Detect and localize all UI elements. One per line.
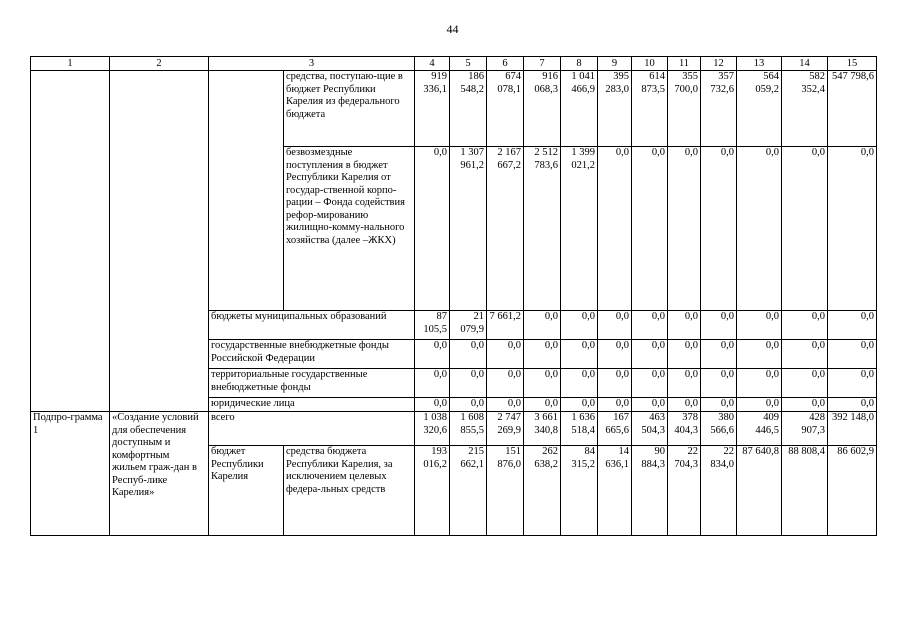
value-cell: 0,0 (450, 340, 487, 369)
value-cell: 0,0 (737, 398, 782, 412)
value-cell: 0,0 (737, 340, 782, 369)
value-cell: 0,0 (487, 369, 524, 398)
row-label: юридические лица (209, 398, 415, 412)
value-cell: 21 079,9 (450, 311, 487, 340)
value-cell: 3 661 340,8 (524, 412, 561, 446)
value-cell: 0,0 (782, 340, 828, 369)
value-cell: 378 404,3 (668, 412, 701, 446)
value-cell: 0,0 (415, 147, 450, 311)
value-cell: 2 747 269,9 (487, 412, 524, 446)
header-cell: 9 (598, 57, 632, 71)
header-cell: 5 (450, 57, 487, 71)
value-cell: 0,0 (598, 147, 632, 311)
value-cell: 186 548,2 (450, 71, 487, 147)
value-cell: 0,0 (668, 147, 701, 311)
value-cell: 674 078,1 (487, 71, 524, 147)
table-row (31, 412, 877, 446)
value-cell: 0,0 (737, 147, 782, 311)
value-cell: 0,0 (668, 369, 701, 398)
value-cell: 380 566,6 (701, 412, 737, 446)
value-cell: 0,0 (561, 340, 598, 369)
row-label: территориальные государственные внебюджетные фонды (209, 369, 415, 398)
table-row (31, 71, 877, 147)
value-cell: 2 167 667,2 (487, 147, 524, 311)
value-cell: 0,0 (598, 340, 632, 369)
header-cell: 3 (209, 57, 415, 71)
value-cell: 0,0 (487, 398, 524, 412)
row-label: бюджеты муниципальных образований (209, 311, 415, 340)
empty-cell (110, 71, 209, 412)
value-cell: 1 399 021,2 (561, 147, 598, 311)
value-cell: 0,0 (782, 398, 828, 412)
value-cell: 90 884,3 (632, 446, 668, 536)
row-label: государственные внебюджетные фонды Российской Федерации (209, 340, 415, 369)
value-cell: 22 834,0 (701, 446, 737, 536)
value-cell: 87 640,8 (737, 446, 782, 536)
value-cell: 0,0 (632, 369, 668, 398)
value-cell: 0,0 (668, 311, 701, 340)
value-cell: 0,0 (561, 311, 598, 340)
subprogram-title: «Создание условий для обеспечения доступным и комфортным жильем граж-дан в Респуб-лике Карелия» (110, 412, 209, 536)
value-cell: 547 798,6 (828, 71, 877, 147)
value-cell: 0,0 (415, 369, 450, 398)
value-cell: 0,0 (828, 147, 877, 311)
value-cell: 0,0 (701, 369, 737, 398)
value-cell: 87 105,5 (415, 311, 450, 340)
row-label: средства, поступаю-щие в бюджет Республики Карелия из федерального бюджета (284, 71, 415, 147)
value-cell: 0,0 (561, 398, 598, 412)
header-cell: 12 (701, 57, 737, 71)
value-cell: 0,0 (561, 369, 598, 398)
value-cell: 0,0 (524, 398, 561, 412)
value-cell: 84 315,2 (561, 446, 598, 536)
value-cell: 0,0 (632, 340, 668, 369)
value-cell: 0,0 (782, 147, 828, 311)
value-cell: 564 059,2 (737, 71, 782, 147)
value-cell: 88 808,4 (782, 446, 828, 536)
value-cell: 0,0 (828, 369, 877, 398)
header-cell: 11 (668, 57, 701, 71)
value-cell: 0,0 (450, 398, 487, 412)
page-number: 44 (446, 22, 459, 36)
subprogram-number: Подпро-грамма 1 (31, 412, 110, 536)
value-cell: 86 602,9 (828, 446, 877, 536)
header-cell: 15 (828, 57, 877, 71)
header-cell: 1 (31, 57, 110, 71)
value-cell: 916 068,3 (524, 71, 561, 147)
empty-cell (209, 71, 284, 311)
value-cell: 357 732,6 (701, 71, 737, 147)
value-cell: 0,0 (737, 311, 782, 340)
value-cell: 395 283,0 (598, 71, 632, 147)
value-cell: 0,0 (701, 340, 737, 369)
value-cell: 582 352,4 (782, 71, 828, 147)
row-label: всего (209, 412, 415, 446)
value-cell: 193 016,2 (415, 446, 450, 536)
value-cell: 167 665,6 (598, 412, 632, 446)
value-cell: 0,0 (632, 147, 668, 311)
value-cell: 428 907,3 (782, 412, 828, 446)
header-cell: 6 (487, 57, 524, 71)
value-cell: 0,0 (701, 147, 737, 311)
header-row (31, 57, 877, 71)
value-cell: 0,0 (701, 311, 737, 340)
value-cell: 0,0 (828, 398, 877, 412)
value-cell: 392 148,0 (828, 412, 877, 446)
header-cell: 7 (524, 57, 561, 71)
value-cell: 614 873,5 (632, 71, 668, 147)
value-cell: 355 700,0 (668, 71, 701, 147)
value-cell: 1 636 518,4 (561, 412, 598, 446)
value-cell: 0,0 (782, 369, 828, 398)
value-cell: 0,0 (632, 311, 668, 340)
row-label: безвозмездные поступления в бюджет Республики Карелия от государ-ственной корпо-рации – Фонда содействия рефор-мированию жилищно-комму-нального хозяйства (далее –ЖКХ) (284, 147, 415, 311)
value-cell: 215 662,1 (450, 446, 487, 536)
value-cell: 463 504,3 (632, 412, 668, 446)
value-cell: 0,0 (487, 340, 524, 369)
value-cell: 0,0 (828, 340, 877, 369)
value-cell: 0,0 (782, 311, 828, 340)
value-cell: 0,0 (668, 398, 701, 412)
header-cell: 13 (737, 57, 782, 71)
value-cell: 151 876,0 (487, 446, 524, 536)
value-cell: 2 512 783,6 (524, 147, 561, 311)
value-cell: 0,0 (415, 340, 450, 369)
value-cell: 0,0 (450, 369, 487, 398)
value-cell: 1 608 855,5 (450, 412, 487, 446)
value-cell: 0,0 (524, 369, 561, 398)
value-cell: 0,0 (632, 398, 668, 412)
value-cell: 14 636,1 (598, 446, 632, 536)
value-cell: 7 661,2 (487, 311, 524, 340)
value-cell: 1 307 961,2 (450, 147, 487, 311)
value-cell: 1 041 466,9 (561, 71, 598, 147)
value-cell: 0,0 (598, 398, 632, 412)
value-cell: 0,0 (524, 340, 561, 369)
value-cell: 0,0 (415, 398, 450, 412)
header-cell: 2 (110, 57, 209, 71)
value-cell: 0,0 (668, 340, 701, 369)
budget-table (30, 56, 877, 536)
value-cell: 919 336,1 (415, 71, 450, 147)
header-cell: 4 (415, 57, 450, 71)
value-cell: 262 638,2 (524, 446, 561, 536)
row-label: бюджет Республики Карелия (209, 446, 284, 536)
value-cell: 0,0 (598, 369, 632, 398)
header-cell: 8 (561, 57, 598, 71)
value-cell: 1 038 320,6 (415, 412, 450, 446)
value-cell: 0,0 (598, 311, 632, 340)
value-cell: 0,0 (701, 398, 737, 412)
value-cell: 22 704,3 (668, 446, 701, 536)
header-cell: 14 (782, 57, 828, 71)
empty-cell (31, 71, 110, 412)
value-cell: 0,0 (737, 369, 782, 398)
value-cell: 409 446,5 (737, 412, 782, 446)
row-sublabel: средства бюджета Республики Карелия, за исключением целевых федера-льных средств (284, 446, 415, 536)
value-cell: 0,0 (828, 311, 877, 340)
value-cell: 0,0 (524, 311, 561, 340)
header-cell: 10 (632, 57, 668, 71)
